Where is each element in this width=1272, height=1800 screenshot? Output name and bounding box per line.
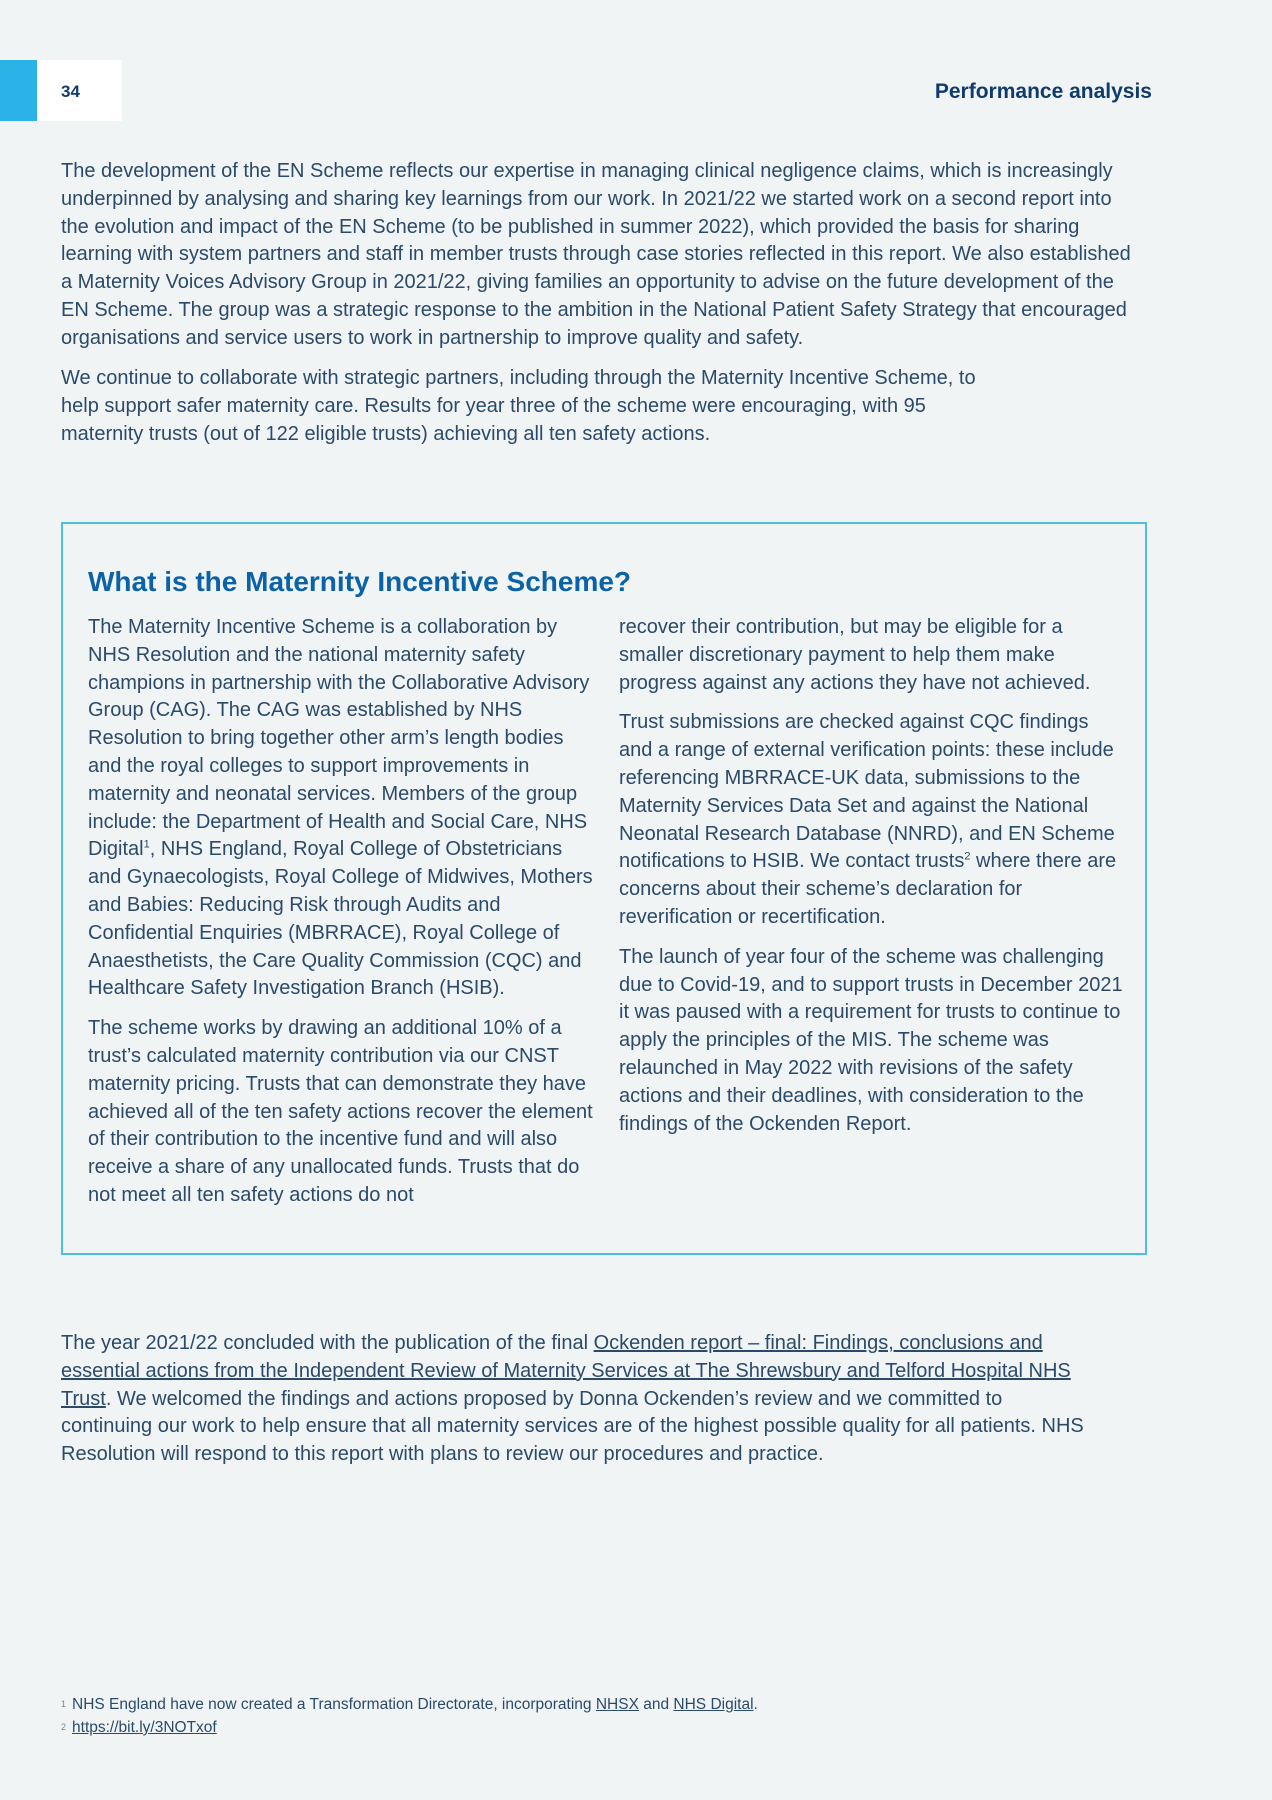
- maternity-incentive-scheme-box: [61, 522, 1147, 1255]
- intro-paragraph-2: We continue to collaborate with strategic partners, including through the Maternity Incentive Scheme, to help support safer maternity care. Results for year three of the scheme were encouraging, with 95 maternity trusts (out of 122 eligible trusts) achieving all ten safety actions.: [61, 367, 976, 445]
- text-segment: , NHS England, Royal College of Obstetricians and Gynaecologists, Royal College of Midwives, Mothers and Babies: Reducing Risk through Audits and Confidential Enquiries (MBRRACE), Royal College of Anaesthetists, the Care Quality Commission (CQC) and Healthcare Safety Investigation Branch (HSIB).: [88, 838, 593, 1000]
- text-segment: NHS England have now created a Transformation Directorate, incorporating: [72, 1696, 596, 1713]
- footnote-number: 1: [61, 1699, 67, 1709]
- text-segment: where there are concerns about their scheme’s declaration for reverification or recertification.: [619, 850, 1117, 928]
- footnote-2: [61, 1716, 758, 1739]
- page-number-box: [37, 60, 122, 121]
- nhs-digital-link[interactable]: NHS Digital: [673, 1696, 754, 1713]
- footnotes: [61, 1693, 758, 1739]
- footnote-number: 2: [61, 1722, 67, 1732]
- footnote-1: [61, 1693, 758, 1716]
- text-segment: and: [638, 1696, 674, 1713]
- box-right-paragraph-3: The launch of year four of the scheme was challenging due to Covid-19, and to support trusts in December 2021 it was paused with a requirement for trusts to continue to apply the principles of the MIS. The scheme was relaunched in May 2022 with revisions of the safety actions and their deadlines, with consideration to the findings of the Ockenden Report.: [619, 945, 1123, 1135]
- box-left-column: [88, 614, 593, 1222]
- box-right-paragraph-2: [619, 709, 1124, 931]
- text-segment: Trust submissions are checked against CQC findings and a range of external verification points: these include referencing MBRRACE-UK data, submissions to the Maternity Services Data Set and against the National Neonatal Research Database (NNRD), and EN Scheme notifications to HSIB. We contact trusts: [619, 711, 1115, 873]
- text-segment: The year 2021/22 concluded with the publication of the final: [61, 1332, 594, 1354]
- header-accent-bar: [0, 60, 37, 121]
- text-segment: The Maternity Incentive Scheme is a collaboration by NHS Resolution and the national maternity safety champions in partnership with the Collaborative Advisory Group (CAG). The CAG was established by NHS Resolution to bring together other arm’s length bodies and the royal colleges to support improvements in maternity and neonatal services. Members of the group include: the Department of Health and Social Care, NHS Digital: [88, 616, 590, 861]
- ockenden-report-link[interactable]: Ockenden report – final: Findings, conclusions and essential actions from the Independent Review of Maternity Services at The Shrewsbury and Telford Hospital NHS Trust: [61, 1332, 1071, 1410]
- box-title: What is the Maternity Incentive Scheme?: [88, 566, 632, 597]
- footnote-ref-1[interactable]: 1: [143, 838, 150, 851]
- text-segment: . We welcomed the findings and actions proposed by Donna Ockenden’s review and we committed to continuing our work to help ensure that all maternity services are of the highest possible quality for all patients. NHS Resolution will respond to this report with plans to review our procedures and practice.: [61, 1387, 1084, 1466]
- footnote-ref-2[interactable]: 2: [964, 850, 971, 863]
- nhsx-link[interactable]: NHSX: [595, 1696, 639, 1713]
- section-title: Performance analysis: [934, 80, 1152, 103]
- intro-paragraph-1: The development of the EN Scheme reflects our expertise in managing clinical negligence claims, which is increasingly underpinned by analysing and sharing key learnings from our work. In 2021/22 we started work on a second report into the evolution and impact of the EN Scheme (to be published in summer 2022), which provided the basis for sharing learning with system partners and staff in member trusts through case stories reflected in this report. We also established a Maternity Voices Advisory Group in 2021/22, giving families an opportunity to advise on the future development of the EN Scheme. The group was a strategic response to the ambition in the National Patient Safety Strategy that encouraged organisations and service users to work in partnership to improve quality and safety.: [61, 160, 1131, 349]
- bitly-link[interactable]: https://bit.ly/3NOTxof: [72, 1719, 217, 1736]
- closing-paragraph: [61, 1330, 1091, 1469]
- box-right-column: [619, 614, 1124, 1150]
- box-left-paragraph-1: [88, 614, 593, 1003]
- box-left-paragraph-2: The scheme works by drawing an additional 10% of a trust’s calculated maternity contribution via our CNST maternity pricing. Trusts that can demonstrate they have achieved all of the ten safety actions recover the element of their contribution to the incentive fund and will also receive a share of any unallocated funds. Trusts that do not meet all ten safety actions do not: [88, 1017, 593, 1206]
- box-right-paragraph-1: recover their contribution, but may be eligible for a smaller discretionary payment to help them make progress against any actions they have not achieved.: [619, 616, 1091, 694]
- text-segment: .: [753, 1696, 758, 1713]
- page-number: 34: [61, 82, 80, 101]
